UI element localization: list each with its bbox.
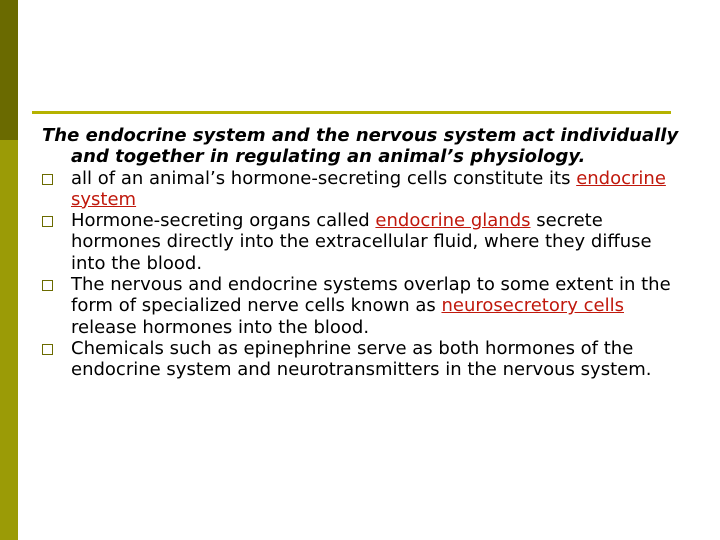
- hollow-square-bullet-icon: [42, 344, 53, 355]
- bullet-list: [42, 168, 682, 381]
- bullet-text-after: release hormones into the blood.: [71, 316, 370, 338]
- bullet-text: Hormone-secreting organs called: [71, 210, 376, 232]
- hollow-square-bullet-icon: [42, 280, 53, 291]
- slide-accent-bar: [0, 0, 18, 540]
- bullet-text-after: secrete hormones directly into the extracellular fluid, where they diffuse into the blood.: [71, 210, 652, 274]
- bullet-item-3: [42, 274, 682, 338]
- accent-bar-top: [0, 0, 18, 140]
- title-divider: [32, 111, 671, 114]
- bullet-text: The nervous and endocrine systems overlap to some extent in the form of specialized nerve cells known as: [71, 274, 671, 317]
- bullet-text: Chemicals such as epinephrine serve as both hormones of the endocrine system and neurotransmitters in the nervous system.: [71, 337, 652, 381]
- accent-bar-bottom: [0, 140, 18, 540]
- term-link-endocrine-system[interactable]: endocrine system: [71, 167, 666, 210]
- bullet-item-4: [42, 338, 682, 381]
- hollow-square-bullet-icon: [42, 174, 53, 185]
- bullet-text: all of an animal’s hormone-secreting cells constitute its: [71, 167, 577, 189]
- hollow-square-bullet-icon: [42, 216, 53, 227]
- term-link-neurosecretory-cells[interactable]: neurosecretory cells: [441, 295, 624, 317]
- bullet-item-2: [42, 210, 682, 274]
- intro-statement: The endocrine system and the nervous system act individually and together in regulating an animal’s physiology.: [42, 125, 679, 168]
- slide-body: [42, 125, 682, 381]
- bullet-item-1: [42, 168, 682, 211]
- term-link-endocrine-glands[interactable]: endocrine glands: [375, 210, 531, 232]
